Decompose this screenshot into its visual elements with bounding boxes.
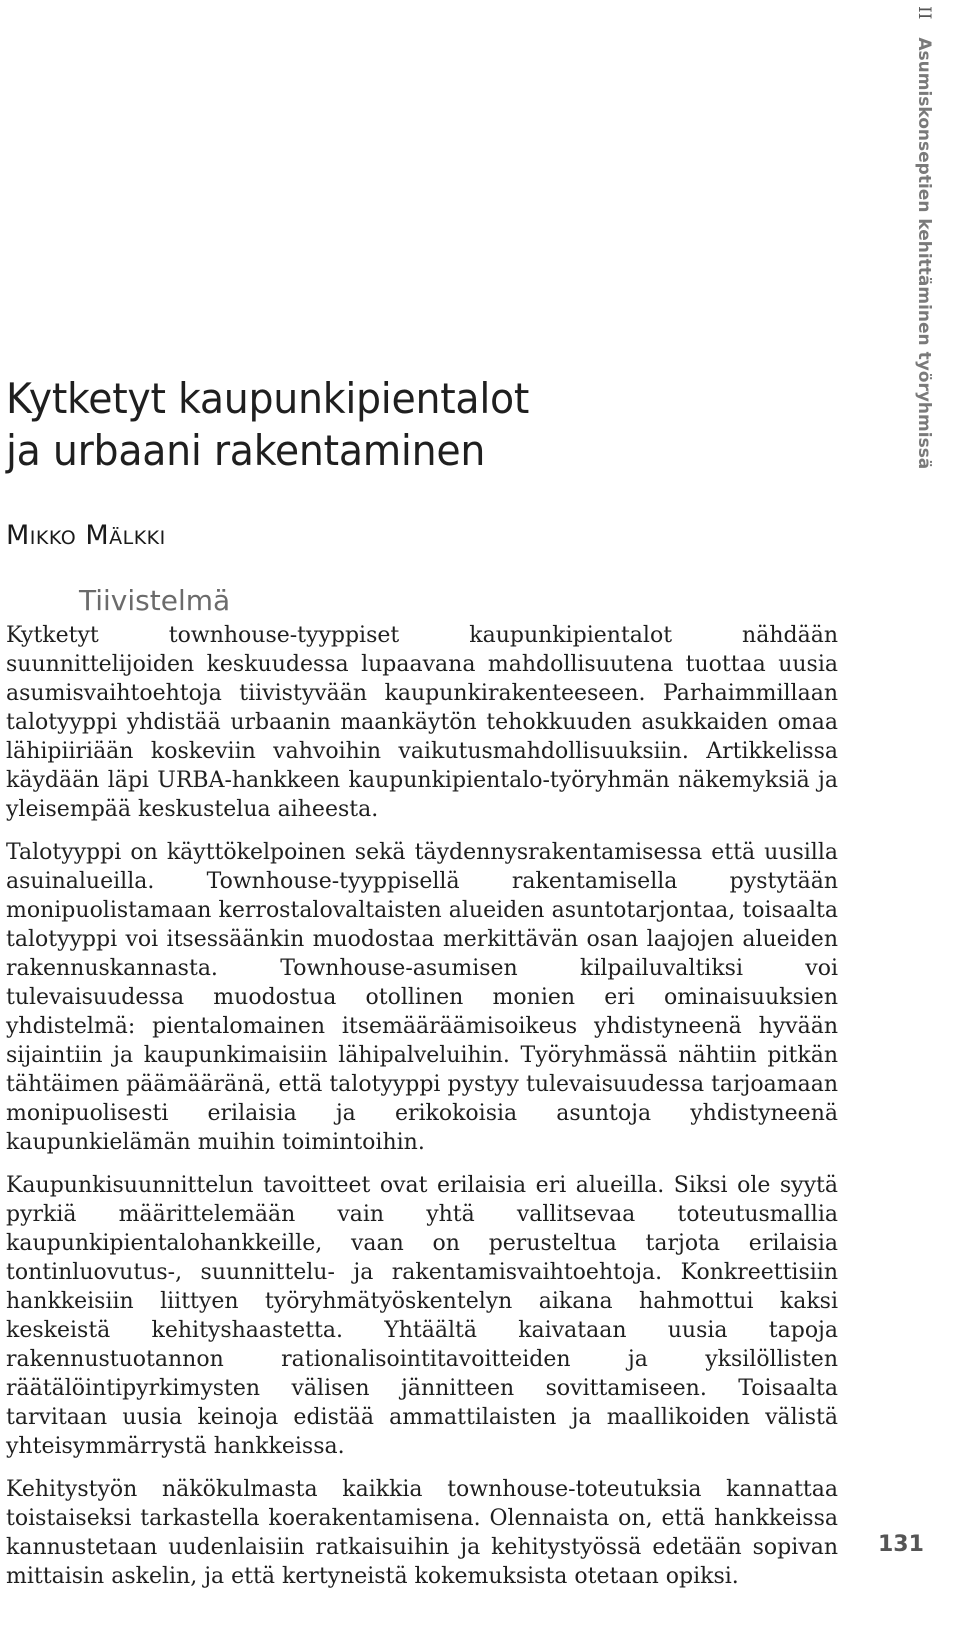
- section-title: Asumiskonseptien kehittäminen työryhmissä: [914, 37, 934, 470]
- running-header: [914, 6, 934, 469]
- paragraph-3: Kaupunkisuunnittelun tavoitteet ovat erilaisia eri alueilla. Siksi ole syytä pyrkiä määrittelemään vain yhtä vallitsevaa toteutusmallia kaupunkipientalohankkeille, vaan on perusteltua tarjota erilaisia tontinluovutus-, suunnittelu- ja rakentamisvaihtoehtoja. Konkreettisiin hankkeisiin liittyen työryhmätyöskentelyn aikana hahmottui kaksi keskeistä kehityshaastetta. Yhtäältä kaivataan uusia tapoja rakennustuotannon rationalisointitavoitteiden ja yksilöllisten räätälöintipyrkimysten välisen jännitteen sovittamiseen. Toisaalta tarvitaan uusia keinoja edistää ammattilaisten ja maallikoiden välistä yhteisymmärrystä hankkeissa.: [6, 1173, 838, 1459]
- paragraph-1: Kytketyt townhouse-tyyppiset kaupunkipientalot nähdään suunnittelijoiden keskuudessa lupaavana mahdollisuutena tuottaa uusia asumisvaihtoehtoja tiivistyvään kaupunkirakenteeseen. Parhaimmillaan talotyyppi yhdistää urbaanin maankäytön tehokkuuden asukkaiden omaa lähipiiriään koskeviin vahvoihin vaikutusmahdollisuuksiin. Artikkelissa käydään läpi URBA-hankkeen kaupunkipientalo-työryhmän näkemyksiä ja yleisempää keskustelua aiheesta.: [6, 623, 838, 822]
- chapter-number: II: [914, 6, 934, 20]
- paragraph-4: Kehitystyön näkökulmasta kaikkia townhouse-toteutuksia kannattaa toistaiseksi tarkastella koerakentamisena. Olennaista on, että hankkeissa kannustetaan uudenlaisiin ratkaisuihin ja kehitystyössä edetään sopivan mittaisin askelin, ja että kertyneistä kokemuksista otetaan opiksi.: [6, 1477, 838, 1589]
- page-number: 131: [878, 1532, 924, 1557]
- article-title-line-2: ja urbaani rakentaminen: [6, 426, 486, 475]
- abstract-heading: Tiivistelmä: [79, 584, 231, 617]
- article-title-line-1: Kytketyt kaupunkipientalot: [6, 374, 530, 423]
- paragraph-2: Talotyyppi on käyttökelpoinen sekä täydennysrakentamisessa että uusilla asuinalueilla. Townhouse-tyyppisellä rakentamisella pystytään monipuolistamaan kerrostalovaltaisten alueiden asuntotarjontaa, toisaalta talotyyppi voi itsessäänkin muodostaa merkittävän osan laajojen alueiden rakennuskannasta. Townhouse-asumisen kilpailuvaltiksi voi tulevaisuudessa muodostua otollinen monien eri ominaisuuksien yhdistelmä: pientalomainen itsemääräämisoikeus yhdistyneenä hyvään sijaintiin ja kaupunkimaisiin lähipalveluihin. Työryhmässä nähtiin pitkän tähtäimen päämääränä, että talotyyppi pystyy tulevaisuudessa tarjoamaan monipuolisesti erilaisia ja erikokoisia asuntoja yhdistyneenä kaupunkielämän muihin toimintoihin.: [6, 840, 838, 1155]
- chapter-sidebar: [908, 0, 960, 470]
- author-name: Mikko Mälkki: [6, 520, 166, 551]
- article-title: [6, 373, 529, 477]
- abstract-body: [6, 621, 838, 1605]
